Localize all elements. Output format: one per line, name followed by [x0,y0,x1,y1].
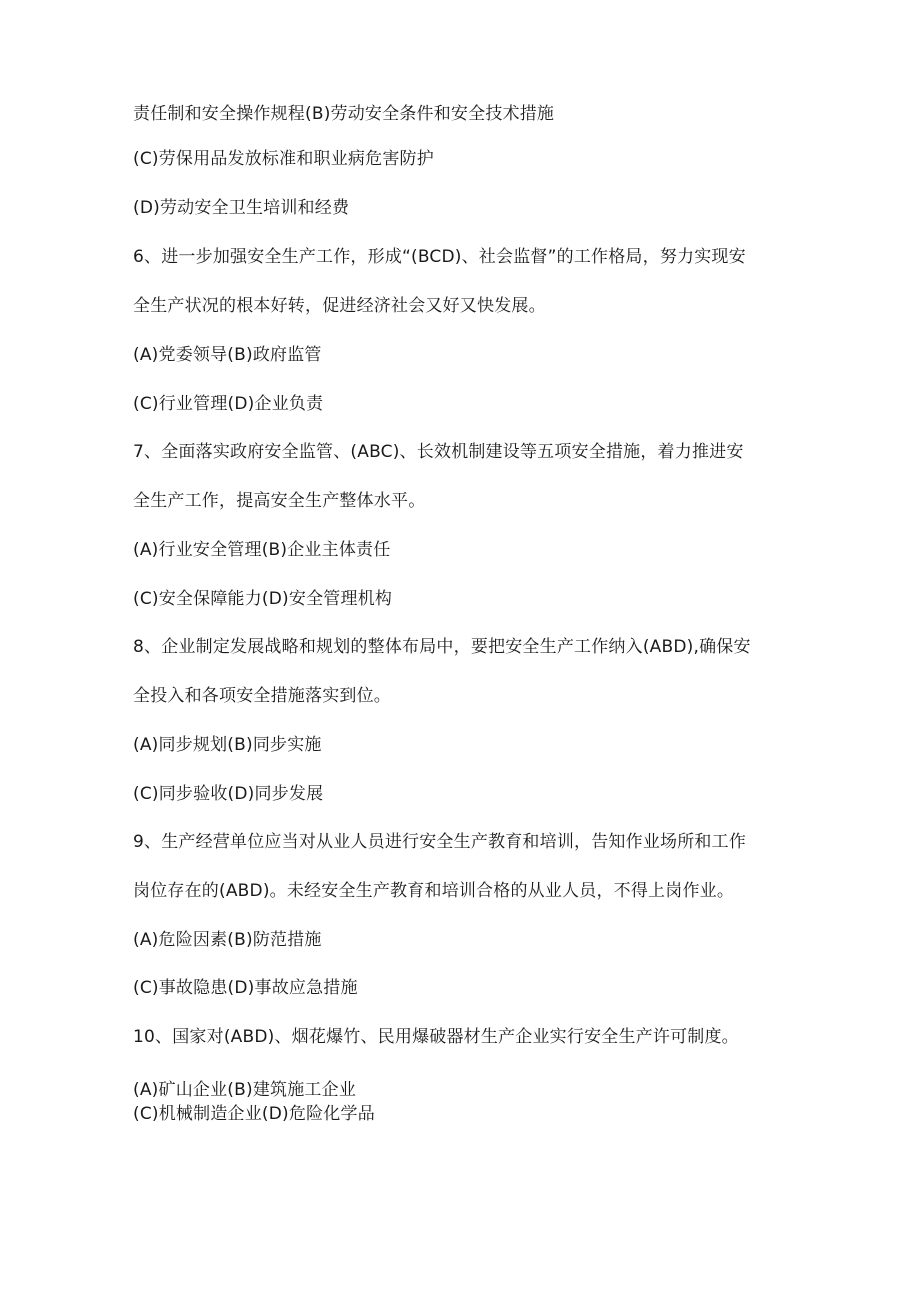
text-line: (D)劳动安全卫生培训和经费 [133,198,350,218]
text-line: (C)机械制造企业(D)危险化学品 [133,1104,375,1124]
text-line: (A)矿山企业(B)建筑施工企业 [133,1080,357,1100]
text-line: 9、生产经营单位应当对从业人员进行安全生产教育和培训，告知作业场所和工作 [133,832,747,852]
text-line: 全生产工作，提高安全生产整体水平。 [133,491,426,511]
text-line: (A)党委领导(B)政府监管 [133,345,322,365]
text-line: (A)危险因素(B)防范措施 [133,930,322,950]
text-line: (A)行业安全管理(B)企业主体责任 [133,540,391,560]
text-line: 8、企业制定发展战略和规划的整体布局中，要把安全生产工作纳入(ABD),确保安 [133,637,751,657]
text-line: (A)同步规划(B)同步实施 [133,735,322,755]
text-line: 6、进一步加强安全生产工作，形成“(BCD)、社会监督”的工作格局，努力实现安 [133,247,746,267]
text-line: (C)行业管理(D)企业负责 [133,394,324,414]
text-line: 责任制和安全操作规程(B)劳动安全条件和安全技术措施 [133,104,555,124]
text-line: 全投入和各项安全措施落实到位。 [133,686,391,706]
text-line: (C)安全保障能力(D)安全管理机构 [133,589,393,609]
text-line: 7、全面落实政府安全监管、(ABC)、长效机制建设等五项安全措施，着力推进安 [133,442,744,462]
text-line: (C)劳保用品发放标准和职业病危害防护 [133,149,434,169]
text-line: (C)同步验收(D)同步发展 [133,784,324,804]
text-line: 10、国家对(ABD)、烟花爆竹、民用爆破器材生产企业实行安全生产许可制度。 [133,1027,739,1047]
text-line: (C)事故隐患(D)事故应急措施 [133,978,358,998]
text-line: 全生产状况的根本好转，促进经济社会又好又快发展。 [133,296,546,316]
text-line: 岗位存在的(ABD)。未经安全生产教育和培训合格的从业人员，不得上岗作业。 [133,881,735,901]
